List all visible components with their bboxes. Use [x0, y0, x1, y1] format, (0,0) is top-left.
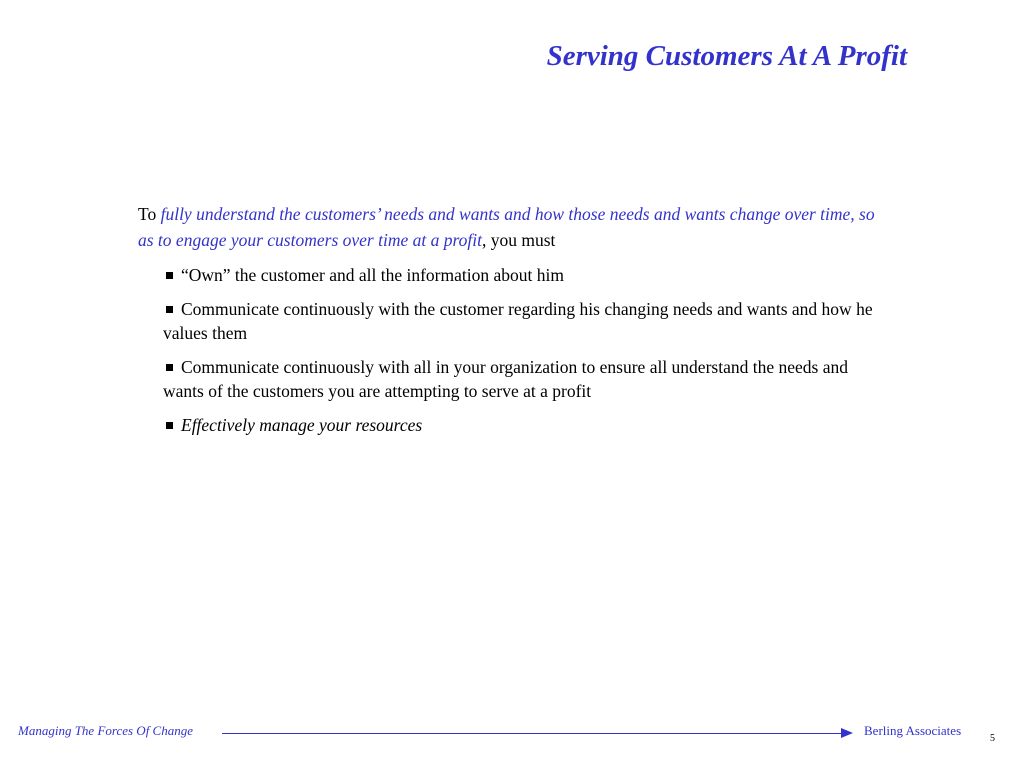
footer-company-name: Berling Associates: [864, 723, 962, 738]
bullet-item: [163, 413, 878, 437]
bullet-text: “Own” the customer and all the information about him: [181, 265, 564, 285]
intro-paragraph: [138, 201, 878, 253]
slide-title: Serving Customers At A Profit: [546, 40, 907, 72]
bullet-text: Communicate continuously with all in your organization to ensure all understand the needs and wants of the customers you are attempting to serve at a profit: [163, 357, 848, 401]
square-bullet-icon: [166, 422, 173, 429]
footer-divider-line: [222, 733, 842, 734]
intro-lead: To: [138, 204, 161, 224]
arrow-right-icon: [841, 728, 853, 738]
bullet-text: Communicate continuously with the customer regarding his changing needs and wants and how he values them: [163, 299, 873, 343]
square-bullet-icon: [166, 306, 173, 313]
bullet-item: [163, 263, 878, 287]
page-number: 5: [990, 733, 995, 744]
bullet-list: [138, 263, 878, 437]
intro-emphasis: fully understand the customers’ needs and wants and how those needs and wants change over time, so as to engage your customers over time at a profit: [138, 204, 875, 250]
bullet-text: Effectively manage your resources: [181, 415, 423, 435]
bullet-item: [163, 297, 878, 345]
intro-trail: , you must: [481, 230, 556, 250]
slide-body: [138, 201, 878, 447]
bullet-item: [163, 355, 878, 403]
square-bullet-icon: [166, 272, 173, 279]
square-bullet-icon: [166, 364, 173, 371]
footer-presentation-title: Managing The Forces Of Change: [18, 723, 193, 738]
